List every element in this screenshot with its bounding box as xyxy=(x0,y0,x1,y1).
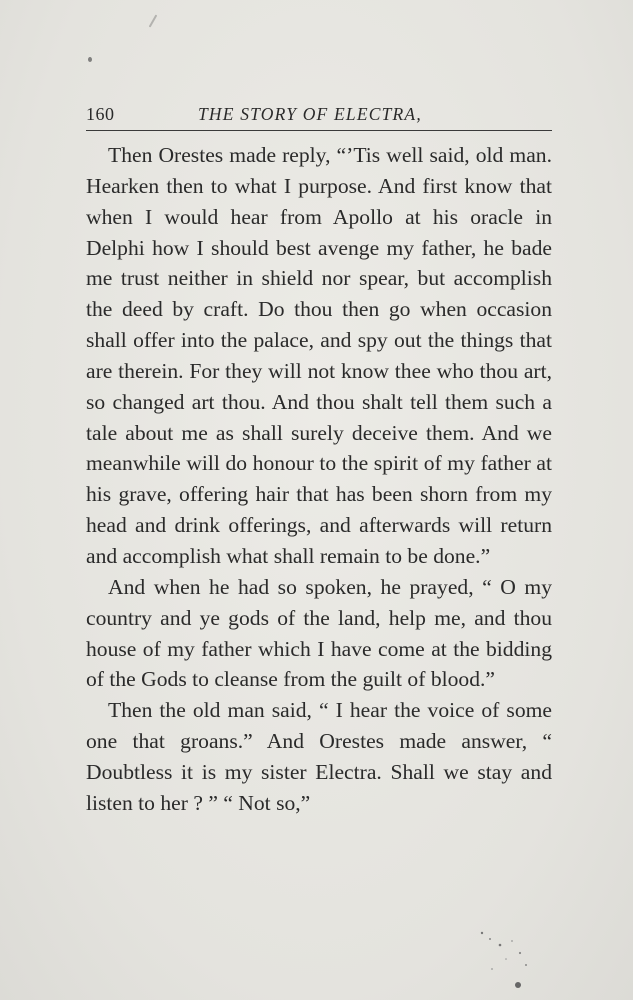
paper-mark xyxy=(149,14,158,27)
paper-specks xyxy=(470,925,550,995)
running-header xyxy=(86,104,552,130)
paragraph: Then Orestes made reply, “’Tis well said, old man. Hearken then to what I purpose. And first know that when I would hear from Apollo at his oracle in Delphi how I should best avenge my father, he bade me trust neither in shield nor spear, but accomplish the deed by craft. Do thou then go when occasion shall offer into the palace, and spy out the things that are therein. For they will not know thee who thou art, so changed art thou. And thou shalt tell them such a tale about me as shall surely deceive them. And we meanwhile will do honour to the spirit of my father at his grave, offering hair that has been shorn from my head and drink offerings, and afterwards will return and accomplish what shall remain to be done.” xyxy=(86,143,552,568)
speck xyxy=(511,940,513,942)
speck xyxy=(491,968,493,970)
running-title: THE STORY OF ELECTRA, xyxy=(198,104,422,124)
page-number: 160 xyxy=(86,104,115,124)
speck xyxy=(499,944,502,947)
speck xyxy=(525,964,527,966)
body-text xyxy=(86,140,552,819)
speck xyxy=(515,982,521,988)
speck xyxy=(481,932,483,934)
speck xyxy=(519,952,521,954)
header-rule xyxy=(86,130,552,131)
paper-speck xyxy=(88,57,92,62)
paragraph: And when he had so spoken, he prayed, “ O my country and ye gods of the land, help me, and thou house of my father which I have come at the bidding of the Gods to cleanse from the guilt of blood.” xyxy=(86,574,552,692)
speck xyxy=(489,938,491,940)
speck xyxy=(505,958,507,960)
paragraph: Then the old man said, “ I hear the voice of some one that groans.” And Orestes made answer, “ Doubtless it is my sister Electra. Shall we stay and listen to her ? ” “ Not so,” xyxy=(86,698,552,815)
